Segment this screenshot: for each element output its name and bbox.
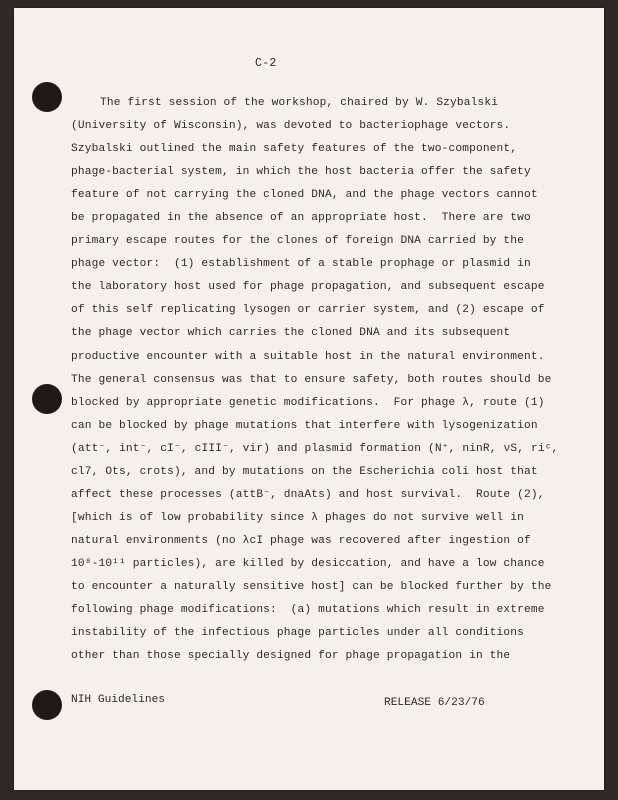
text-line: be propagated in the absence of an appropriate host. There are two <box>71 212 531 225</box>
text-line: affect these processes (attB⁻, dnaAts) and host survival. Route (2), <box>71 488 545 501</box>
text-line: the phage vector which carries the cloned DNA and its subsequent <box>71 327 511 340</box>
text-line: productive encounter with a suitable host in the natural environment. <box>71 350 545 363</box>
text-line: Szybalski outlined the main safety features of the two-component, <box>71 143 518 156</box>
body-text <box>71 92 559 668</box>
text-line: The general consensus was that to ensure safety, both routes should be <box>71 373 552 386</box>
text-line: can be blocked by phage mutations that interfere with lysogenization <box>71 419 538 432</box>
text-line: cl7, Ots, crots), and by mutations on the Escherichia coli host that <box>71 465 538 478</box>
text-line: the laboratory host used for phage propagation, and subsequent escape <box>71 281 545 294</box>
text-line: (University of Wisconsin), was devoted to bacteriophage vectors. <box>71 120 511 133</box>
text-line: 10⁸-10¹¹ particles), are killed by desiccation, and have a low chance <box>71 557 545 570</box>
text-line: instability of the infectious phage particles under all conditions <box>71 627 524 640</box>
text-line: primary escape routes for the clones of foreign DNA carried by the <box>71 235 524 248</box>
text-line: feature of not carrying the cloned DNA, and the phage vectors cannot <box>71 189 538 202</box>
text-line: phage vector: (1) establishment of a stable prophage or plasmid in <box>71 258 531 271</box>
text-line: of this self replicating lysogen or carrier system, and (2) escape of <box>71 304 545 317</box>
text-line: following phage modifications: (a) mutations which result in extreme <box>71 604 545 617</box>
footer-title: NIH Guidelines <box>71 694 165 706</box>
text-line: natural environments (no λcI phage was recovered after ingestion of <box>71 534 531 547</box>
text-line: other than those specially designed for phage propagation in the <box>71 650 511 663</box>
punch-hole-middle <box>32 384 62 414</box>
punch-hole-top <box>32 82 62 112</box>
page-number: C-2 <box>255 57 277 70</box>
footer-release-date: RELEASE 6/23/76 <box>384 697 485 709</box>
text-line: The first session of the workshop, chaired by W. Szybalski <box>100 97 499 109</box>
text-line: blocked by appropriate genetic modifications. For phage λ, route (1) <box>71 396 545 409</box>
text-line: (att⁻, int⁻, cI⁻, cIII⁻, vir) and plasmid formation (N⁺, ninR, νS, riᶜ, <box>71 442 559 455</box>
text-line: [which is of low probability since λ phages do not survive well in <box>71 511 524 524</box>
punch-hole-bottom <box>32 690 62 720</box>
text-line: phage-bacterial system, in which the host bacteria offer the safety <box>71 166 531 179</box>
text-line: to encounter a naturally sensitive host] can be blocked further by the <box>71 580 552 593</box>
